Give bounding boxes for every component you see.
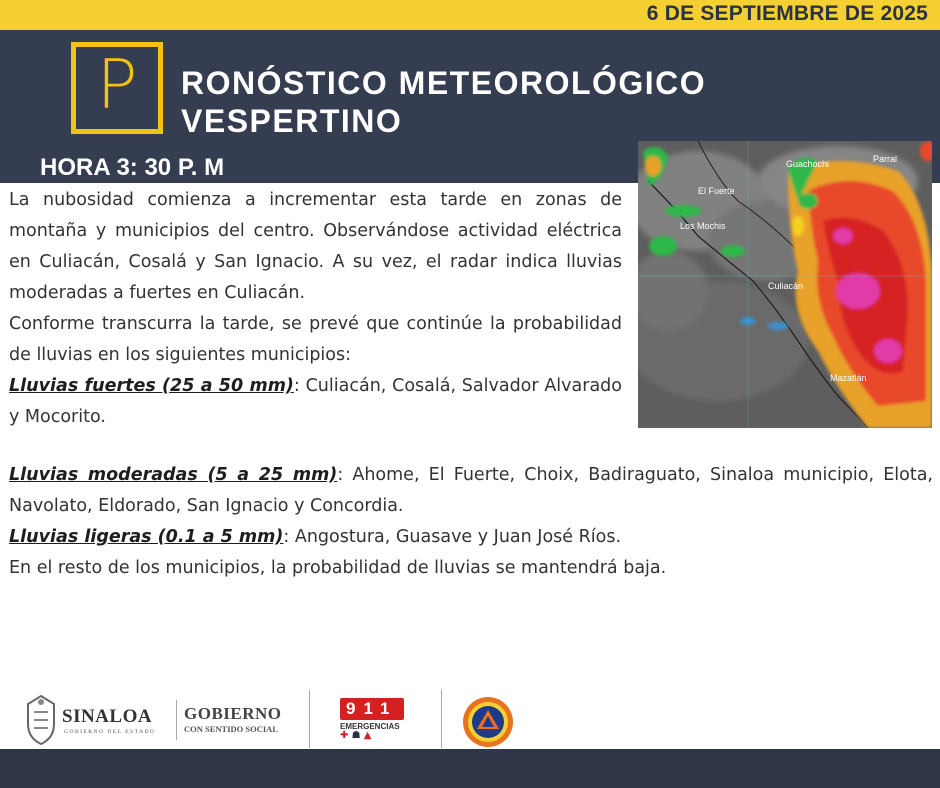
title-line-2: VESPERTINO: [181, 103, 403, 139]
proteccion-civil-logo: [462, 696, 514, 748]
radar-satellite-image: [638, 141, 932, 428]
map-label-parral: Parral: [873, 154, 898, 164]
gobierno-subtitle: CON SENTIDO SOCIAL: [184, 724, 278, 734]
title-letter-box: [71, 42, 163, 134]
radar-map-svg: [638, 141, 932, 428]
moderate-rain-item: [9, 460, 933, 522]
heavy-rain-municipalities: : Culiacán, Cosalá, Salvador Alvarado y Mocorito.: [9, 376, 622, 427]
civil-protection-emblem-icon: [462, 696, 514, 748]
emergency-number: 911: [340, 698, 404, 720]
heavy-rain-item: [9, 371, 622, 433]
title-initial-letter: P: [96, 46, 138, 125]
remaining-municipalities-text: En el resto de los municipios, la probabilidad de lluvias se mantendrá baja.: [9, 558, 667, 578]
emergency-number-boxes: [340, 698, 406, 720]
forecast-body-full: [9, 460, 933, 584]
emergencias-911-logo: [340, 698, 406, 746]
sinaloa-logo: [24, 694, 174, 746]
logo-divider-2: [309, 690, 310, 748]
sinaloa-subtitle: GOBIERNO DEL ESTADO: [64, 729, 156, 735]
heavy-rain-label: Lluvias fuertes (25 a 50 mm): [9, 376, 294, 396]
title-line-1: RONÓSTICO METEOROLÓGICO: [181, 65, 707, 101]
logo-divider-1: [176, 700, 177, 740]
map-label-culiacan: Culiacán: [768, 281, 804, 291]
map-label-el-fuerte: El Fuerte: [698, 186, 735, 196]
top-date-bar: [0, 0, 940, 30]
map-label-guachochi: Guachochi: [786, 159, 830, 169]
gobierno-logo: [184, 704, 304, 744]
forecast-body-left: [9, 185, 622, 433]
map-label-los-mochis: Los Mochis: [680, 221, 726, 231]
forecast-paragraph-2: Conforme transcurra la tarde, se prevé que continúe la probabilidad de lluvias en los siguientes municipios:: [9, 314, 622, 365]
emergencias-label: EMERGENCIAS: [340, 722, 400, 731]
state-seal-icon: [24, 694, 58, 746]
page-title: [181, 64, 706, 140]
light-rain-item: [9, 522, 933, 553]
sinaloa-wordmark: SINALOA: [62, 706, 153, 727]
moderate-rain-municipalities: : Ahome, El Fuerte, Choix, Badiraguato, Sinaloa municipio, Elota, Navolato, Eldorado, San Ignacio y Concordia.: [9, 465, 933, 516]
map-label-mazatlan: Mazatlán: [830, 373, 867, 383]
gobierno-wordmark: GOBIERNO: [184, 704, 282, 723]
logo-divider-3: [441, 690, 442, 748]
forecast-paragraph-1: La nubosidad comienza a incrementar esta tarde en zonas de montaña y municipios del centro. Observándose actividad eléctrica en Culiacán, Cosalá y San Ignacio. A su vez, el radar indica lluvias moderadas a fuertes en Culiacán.: [9, 190, 622, 303]
footer-bar: [0, 749, 940, 788]
emergency-icons: ✚ ☗ ▲: [340, 730, 372, 741]
moderate-rain-label: Lluvias moderadas (5 a 25 mm): [9, 465, 338, 485]
date-label: 6 DE SEPTIEMBRE DE 2025: [646, 2, 928, 25]
light-rain-label: Lluvias ligeras (0.1 a 5 mm): [9, 527, 284, 547]
light-rain-municipalities: : Angostura, Guasave y Juan José Ríos.: [283, 527, 622, 547]
time-label: HORA 3: 30 P. M: [40, 154, 225, 181]
